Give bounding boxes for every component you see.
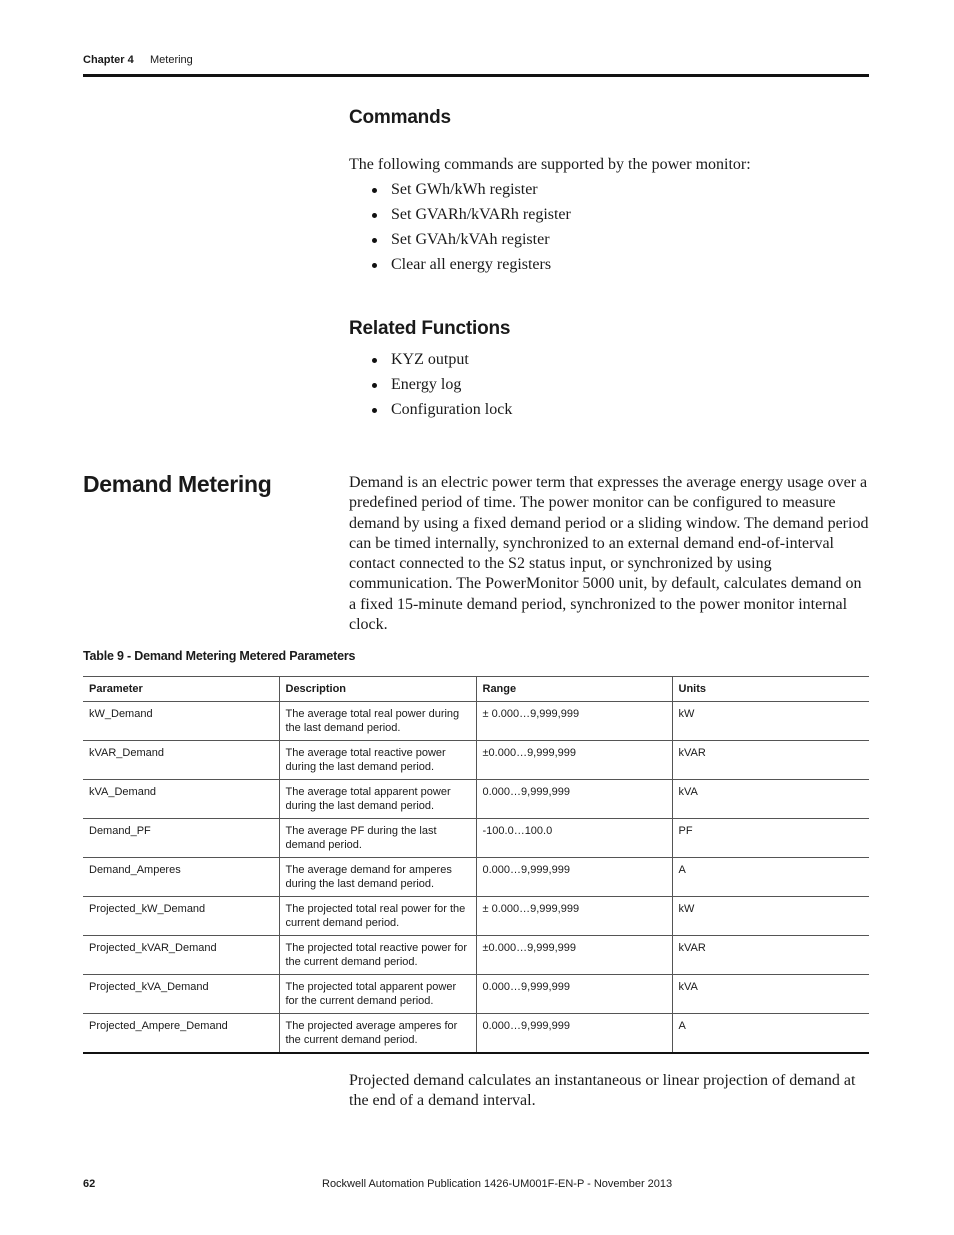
table-row xyxy=(83,1014,869,1053)
units-cell: kVA xyxy=(672,780,869,819)
bullet-icon xyxy=(372,213,377,218)
units-cell: kVAR xyxy=(672,936,869,975)
description-cell: The average total reactive power during the last demand period. xyxy=(279,741,476,780)
header-rule xyxy=(83,74,869,77)
column-header: Description xyxy=(279,677,476,702)
list-item: Energy log xyxy=(372,375,512,400)
range-cell: ± 0.000…9,999,999 xyxy=(476,897,672,936)
bullet-icon xyxy=(372,188,377,193)
column-header: Range xyxy=(476,677,672,702)
range-cell: 0.000…9,999,999 xyxy=(476,858,672,897)
section-label: Metering xyxy=(150,54,193,66)
table-row xyxy=(83,858,869,897)
range-cell: ± 0.000…9,999,999 xyxy=(476,702,672,741)
bullet-icon xyxy=(372,238,377,243)
parameter-cell: Projected_kW_Demand xyxy=(83,897,279,936)
description-cell: The projected average amperes for the current demand period. xyxy=(279,1014,476,1053)
chapter-label: Chapter 4 xyxy=(83,54,134,66)
list-item: Configuration lock xyxy=(372,400,512,425)
range-cell: 0.000…9,999,999 xyxy=(476,975,672,1014)
projected-demand-note: Projected demand calculates an instantaneous or linear projection of demand at the end of a demand interval. xyxy=(349,1072,856,1110)
bullet-icon xyxy=(372,408,377,413)
commands-heading: Commands xyxy=(349,107,451,128)
parameter-cell: kW_Demand xyxy=(83,702,279,741)
column-header: Units xyxy=(672,677,869,702)
parameter-cell: Demand_Amperes xyxy=(83,858,279,897)
bullet-icon xyxy=(372,263,377,268)
description-cell: The projected total reactive power for the current demand period. xyxy=(279,936,476,975)
range-cell: -100.0…100.0 xyxy=(476,819,672,858)
units-cell: kW xyxy=(672,897,869,936)
page-header xyxy=(83,53,869,77)
description-cell: The average demand for amperes during the last demand period. xyxy=(279,858,476,897)
page-number: 62 xyxy=(83,1178,96,1190)
related-functions-heading: Related Functions xyxy=(349,318,511,339)
table-row xyxy=(83,702,869,741)
related-functions-list xyxy=(372,350,512,425)
list-item: Set GVARh/kVARh register xyxy=(372,205,571,230)
parameter-cell: kVAR_Demand xyxy=(83,741,279,780)
range-cell: 0.000…9,999,999 xyxy=(476,780,672,819)
bullet-icon xyxy=(372,383,377,388)
bullet-icon xyxy=(372,358,377,363)
parameter-cell: Projected_kVA_Demand xyxy=(83,975,279,1014)
units-cell: kVAR xyxy=(672,741,869,780)
units-cell: PF xyxy=(672,819,869,858)
range-cell: ±0.000…9,999,999 xyxy=(476,741,672,780)
table-row xyxy=(83,819,869,858)
units-cell: A xyxy=(672,858,869,897)
list-item: Set GWh/kWh register xyxy=(372,180,571,205)
description-cell: The average total real power during the last demand period. xyxy=(279,702,476,741)
parameter-cell: kVA_Demand xyxy=(83,780,279,819)
commands-list xyxy=(372,180,571,280)
parameter-cell: Demand_PF xyxy=(83,819,279,858)
description-cell: The average total apparent power during the last demand period. xyxy=(279,780,476,819)
list-item: Clear all energy registers xyxy=(372,255,571,280)
table-row xyxy=(83,975,869,1014)
description-cell: The projected total apparent power for the current demand period. xyxy=(279,975,476,1014)
units-cell: kVA xyxy=(672,975,869,1014)
table-row xyxy=(83,897,869,936)
table-caption: Table 9 - Demand Metering Metered Parameters xyxy=(83,649,356,663)
parameter-cell: Projected_Ampere_Demand xyxy=(83,1014,279,1053)
list-item: KYZ output xyxy=(372,350,512,375)
list-item: Set GVAh/kVAh register xyxy=(372,230,571,255)
table-header-row xyxy=(83,677,869,702)
units-cell: kW xyxy=(672,702,869,741)
parameter-cell: Projected_kVAR_Demand xyxy=(83,936,279,975)
description-cell: The projected total real power for the current demand period. xyxy=(279,897,476,936)
table-row xyxy=(83,741,869,780)
demand-metering-heading: Demand Metering xyxy=(83,471,272,497)
column-header: Parameter xyxy=(83,677,279,702)
units-cell: A xyxy=(672,1014,869,1053)
description-cell: The average PF during the last demand period. xyxy=(279,819,476,858)
parameters-table xyxy=(83,676,869,1054)
demand-body: Demand is an electric power term that expresses the average energy usage over a predefined period of time. The power monitor can be configured to measure demand by using a fixed demand period or a sliding window. The demand period can be timed internally, synchronized to an external demand end-of-interval contact connected to the S2 status input, or synchronized by using communication. The PowerMonitor 5000 unit, by default, calculates demand on a fixed 15-minute demand period, synchronized to the power monitor internal clock. xyxy=(349,474,869,634)
commands-intro: The following commands are supported by the power monitor: xyxy=(349,156,751,173)
table-row xyxy=(83,780,869,819)
table-row xyxy=(83,936,869,975)
range-cell: 0.000…9,999,999 xyxy=(476,1014,672,1053)
publication-info: Rockwell Automation Publication 1426-UM001F-EN-P - November 2013 xyxy=(322,1178,673,1190)
range-cell: ±0.000…9,999,999 xyxy=(476,936,672,975)
